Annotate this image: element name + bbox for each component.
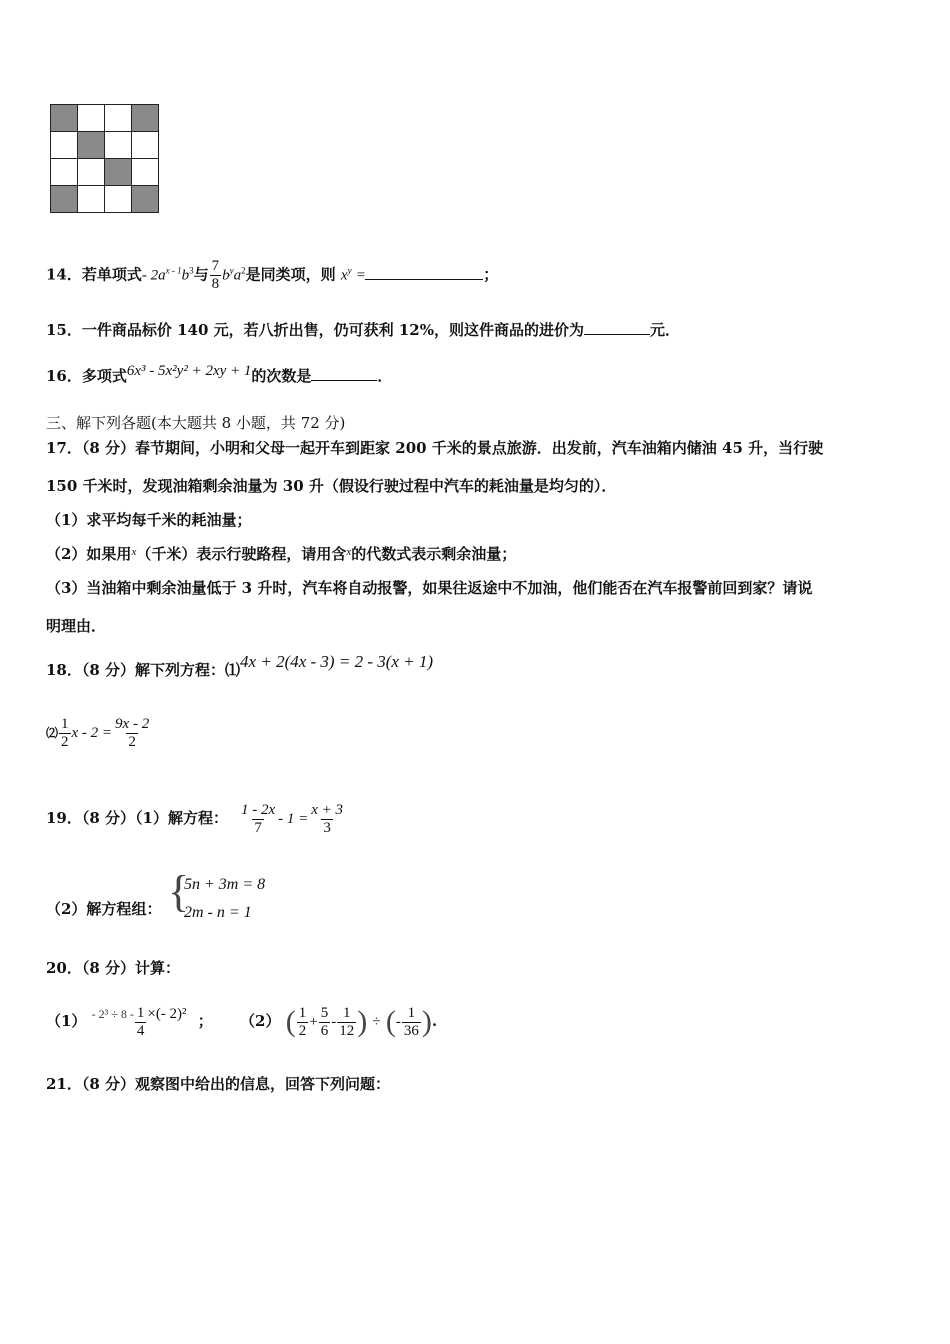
answer-blank-14[interactable]	[365, 265, 483, 280]
question-17-part-3-line-2: 明理由．	[46, 617, 107, 635]
fraction-1-4: $\frac{1}{4}$	[136, 1004, 145, 1039]
question-17-line-2: 150 千米时，发现油箱剩余油量为 30 升（假设行驶过程中汽车的耗油量是均匀的）．	[46, 477, 617, 495]
shaded-grid-figure	[50, 104, 159, 213]
question-17-part-2: （2）如果用$^x$（千米）表示行驶路程，请用含$^x$的代数式表示剩余油量；	[46, 545, 517, 563]
fraction-9x-2: $\frac{9x - 2}{2}$	[115, 715, 150, 750]
system-equation-2: 2m - n = 1	[184, 904, 252, 921]
right-paren: )	[357, 1005, 368, 1038]
question-18: 18．（8 分）解下列方程：⑴4x + 2(4x - 3) = 2 - 3(x + 1)	[46, 652, 434, 679]
question-19: 19．（8 分）（1）解方程： $\frac{1 - 2x}{7}$ - 1 = $\frac{x + 3}{3}$	[46, 801, 344, 836]
fraction-7-8: $\frac{7}{8}$	[211, 258, 220, 292]
question-15: 15．一件商品标价 140 元，若八折出售，仍可获利 12%，则这件商品的进价为 元．	[46, 321, 680, 339]
fraction-x3-over-3: $\frac{x + 3}{3}$	[311, 801, 344, 836]
fraction-1-2: $\frac{1}{2}$	[61, 715, 69, 750]
question-17-part-3-line-1: （3）当油箱中剩余油量低于 3 升时，汽车将自动报警，如果往返途中不加油，他们能否在汽车报警前回到家？请说	[46, 579, 813, 597]
question-14: 14．若单项式- $2a^{x - 1}b^3$与 $\frac{7}{8}$ $b^ya^2$是同类项，则 $x^y$ = ；	[46, 258, 499, 292]
right-paren-2: )	[421, 1005, 432, 1038]
question-17-part-1: （1）求平均每千米的耗油量；	[46, 511, 252, 529]
question-19-part-2-label: （2）解方程组：	[46, 900, 162, 918]
left-paren-2: (	[385, 1005, 396, 1038]
question-17-line-1: 17．（8 分）春节期间，小明和父母一起开车到距家 200 千米的景点旅游．出发前，汽车油箱内储油 45 升，当行驶	[46, 439, 824, 457]
fraction-1-2x-over-7: $\frac{1 - 2x}{7}$	[240, 801, 276, 836]
left-paren: (	[285, 1005, 296, 1038]
question-21: 21．（8 分）观察图中给出的信息，回答下列问题：	[46, 1075, 391, 1093]
section-3-title: 三、解下列各题(本大题共 8 小题，共 72 分)	[46, 414, 346, 432]
question-18-part-2: ⑵ $\frac{1}{2}$ x - 2 = $\frac{9x - 2}{2}$	[46, 715, 150, 750]
fraction-5-6: $\frac{5}{6}$	[320, 1004, 329, 1039]
answer-blank-16[interactable]	[311, 366, 377, 381]
fraction-1-2b: $\frac{1}{2}$	[298, 1004, 307, 1039]
system-brace: {	[168, 867, 190, 916]
answer-blank-15[interactable]	[584, 320, 650, 335]
question-20: 20．（8 分）计算：	[46, 959, 181, 977]
fraction-1-36: $\frac{1}{36}$	[403, 1004, 419, 1039]
fraction-1-12: $\frac{1}{12}$	[339, 1004, 355, 1039]
question-16: 16．多项式6x³ - 5x²y² + 2xy + 1的次数是 ．	[46, 363, 393, 385]
question-20-parts: （1） $^{- 2^3 \div 8 -}$ $\frac{1}{4}$ ×(- 2)² ； （2） ( $\frac{1}{2}$ + $\frac{5}{6}$ - $\frac{1}{12}$ ) ÷ (- $\frac{1}{36}$ ).	[46, 1004, 438, 1039]
system-equation-1: 5n + 3m = 8	[184, 876, 266, 893]
